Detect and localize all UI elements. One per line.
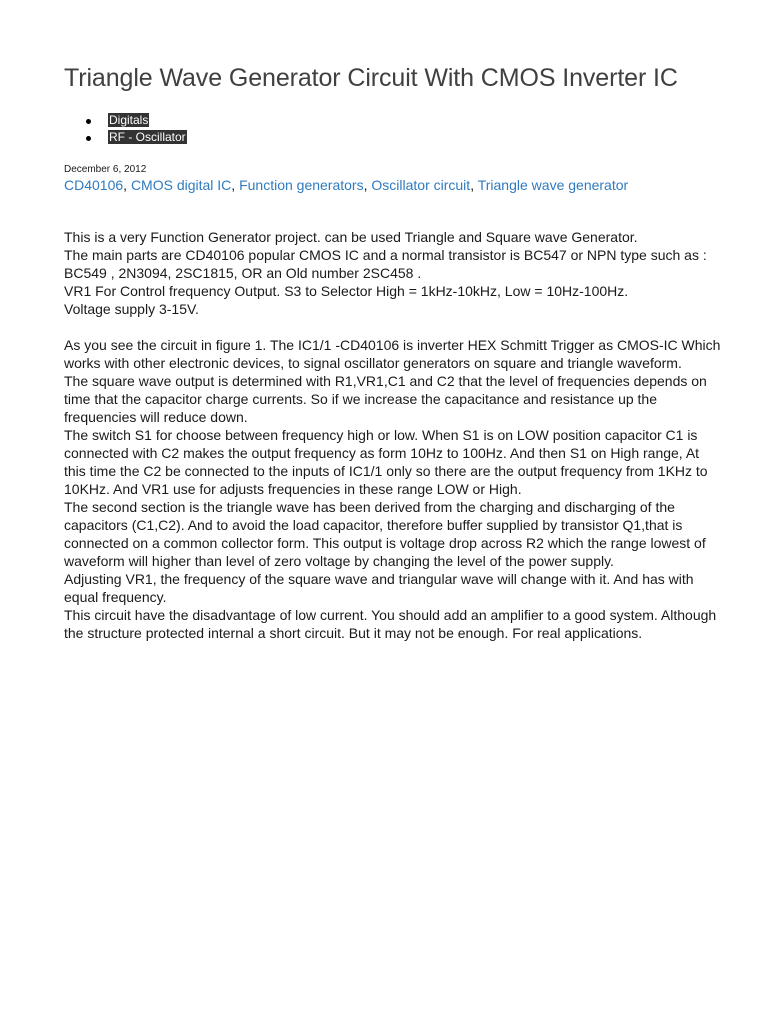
paragraph: VR1 For Control frequency Output. S3 to Selector High = 1kHz-10kHz, Low = 10Hz-100Hz.: [64, 283, 629, 299]
category-link-rf-oscillator[interactable]: RF - Oscillator: [109, 130, 186, 144]
paragraph: As you see the circuit in figure 1. The IC1/1 -CD40106 is inverter HEX Schmitt Trigger as CMOS-IC Which works with other electronic devices, to signal oscillator generators on square and triangle waveform.: [64, 337, 721, 371]
tag-separator: ,: [363, 177, 372, 193]
paragraph: The main parts are CD40106 popular CMOS IC and a normal transistor is BC547 or NPN type such as : BC549 , 2N3094, 2SC1815, OR an Old number 2SC458 .: [64, 247, 707, 281]
bullet-icon: [86, 119, 91, 124]
bullet-icon: [86, 136, 91, 141]
post-date: December 6, 2012: [64, 164, 147, 175]
tag-link[interactable]: Function generators: [239, 177, 364, 193]
tag-separator: ,: [231, 177, 240, 193]
article-body: [64, 228, 724, 642]
paragraph: Voltage supply 3-15V.: [64, 301, 199, 317]
paragraph: The switch S1 for choose between frequency high or low. When S1 is on LOW position capacitor C1 is connected with C2 makes the output frequency as form 10Hz to 100Hz. And then S1 on High range, At this time the C2 be connected to the inputs of IC1/1 only so there are the output frequency from 1KHz to 10KHz. And VR1 use for adjusts frequencies in these range LOW or High.: [64, 427, 708, 497]
paragraph: Adjusting VR1, the frequency of the square wave and triangular wave will change with it. And has with equal frequency.: [64, 571, 694, 605]
tag-list: [64, 175, 628, 195]
category-link-digitals[interactable]: Digitals: [109, 113, 149, 127]
paragraph-gap: [64, 318, 724, 336]
tag-link[interactable]: Oscillator circuit: [371, 177, 471, 193]
tag-separator: ,: [470, 177, 478, 193]
tag-separator: ,: [123, 177, 131, 193]
tag-link[interactable]: CD40106: [64, 177, 124, 193]
page-title: Triangle Wave Generator Circuit With CMOS Inverter IC: [64, 64, 678, 92]
paragraph: This circuit have the disadvantage of low current. You should add an amplifier to a good system. Although the structure protected internal a short circuit. But it may not be enough. For real applications.: [64, 607, 717, 641]
tag-link[interactable]: Triangle wave generator: [477, 177, 629, 193]
paragraph: The square wave output is determined with R1,VR1,C1 and C2 that the level of frequencies depends on time that the capacitor charge currents. So if we increase the capacitance and resistance up the frequencies will reduce down.: [64, 373, 707, 425]
paragraph: The second section is the triangle wave has been derived from the charging and discharging of the capacitors (C1,C2). And to avoid the load capacitor, therefore buffer supplied by transistor Q1,that is connected on a common collector form. This output is voltage drop across R2 which the range lowest of waveform will higher than level of zero voltage by changing the level of the power supply.: [64, 499, 706, 569]
paragraph: This is a very Function Generator project. can be used Triangle and Square wave Generator.: [64, 229, 638, 245]
tag-link[interactable]: CMOS digital IC: [130, 177, 232, 193]
